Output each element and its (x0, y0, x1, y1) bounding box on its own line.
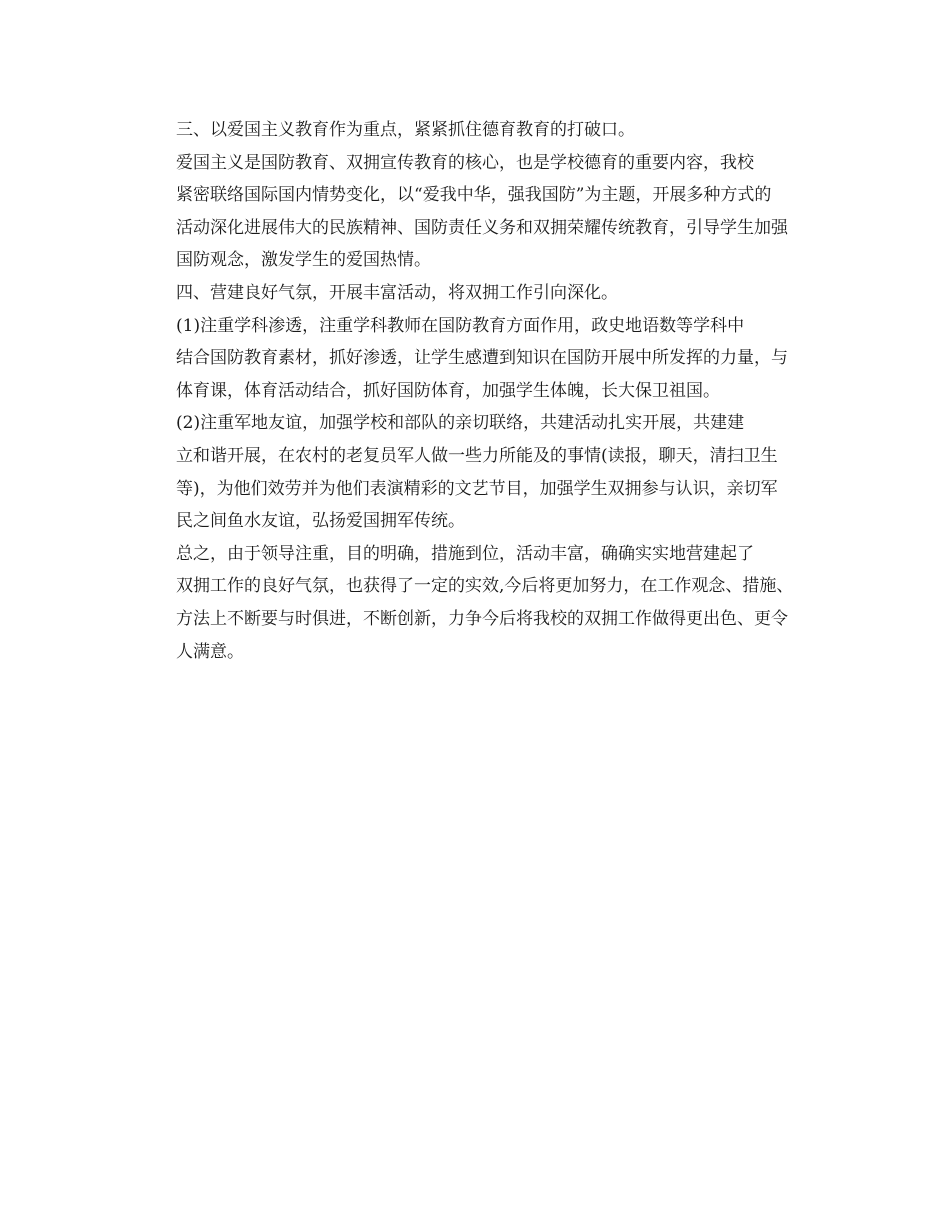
body-paragraph-military-civil-friendship (142, 407, 814, 537)
text-line: 紧密联络国际国内情势变化，以“爱我中华，强我国防”为主题，开展多种方式的 (176, 185, 772, 206)
text-line: 总之，由于领导注重，目的明确，措施到位，活动丰富，确确实实地营建起了 (176, 543, 754, 564)
section-heading-four (142, 277, 814, 310)
text-line: 体育课，体育活动结合，抓好国防体育，加强学生体魄，长大保卫祖国。 (176, 380, 720, 401)
document-body (142, 114, 814, 668)
text-line: 等)，为他们效劳并为他们表演精彩的文艺节目，加强学生双拥参与认识，亲切军 (176, 478, 778, 499)
text-line: 国防观念，激发学生的爱国热情。 (176, 250, 431, 271)
text-line: 立和谐开展，在农村的老复员军人做一些力所能及的事情(读报，聊天，清扫卫生 (176, 445, 778, 466)
body-paragraph-subject-infiltration (142, 310, 814, 408)
body-paragraph-conclusion (142, 538, 814, 668)
text-line: 双拥工作的良好气氛，也获得了一定的实效,今后将更加努力，在工作观念、措施、 (176, 576, 794, 597)
text-line: 人满意。 (176, 641, 244, 662)
text-line: 方法上不断要与时俱进，不断创新，力争今后将我校的双拥工作做得更出色、更令 (176, 608, 788, 629)
text-line: 四、营建良好气氛，开展丰富活动，将双拥工作引向深化。 (176, 282, 618, 303)
body-paragraph-patriotism (142, 147, 814, 277)
text-line: 爱国主义是国防教育、双拥宣传教育的核心，也是学校德育的重要内容，我校 (176, 152, 754, 173)
text-line: 三、以爱国主义教育作为重点，紧紧抓住德育教育的打破口。 (176, 120, 635, 140)
text-line: (2)注重军地友谊，加强学校和部队的亲切联络，共建活动扎实开展，共建建 (176, 413, 745, 434)
text-line: (1)注重学科渗透，注重学科教师在国防教育方面作用，政史地语数等学科中 (176, 315, 745, 336)
text-line: 民之间鱼水友谊，弘扬爱国拥军传统。 (176, 511, 465, 532)
text-line: 活动深化进展伟大的民族精神、国防责任义务和双拥荣耀传统教育，引导学生加强 (176, 217, 788, 238)
section-heading-three (142, 114, 814, 147)
text-line: 结合国防教育素材，抓好渗透，让学生感遭到知识在国防开展中所发挥的力量，与 (176, 348, 788, 369)
